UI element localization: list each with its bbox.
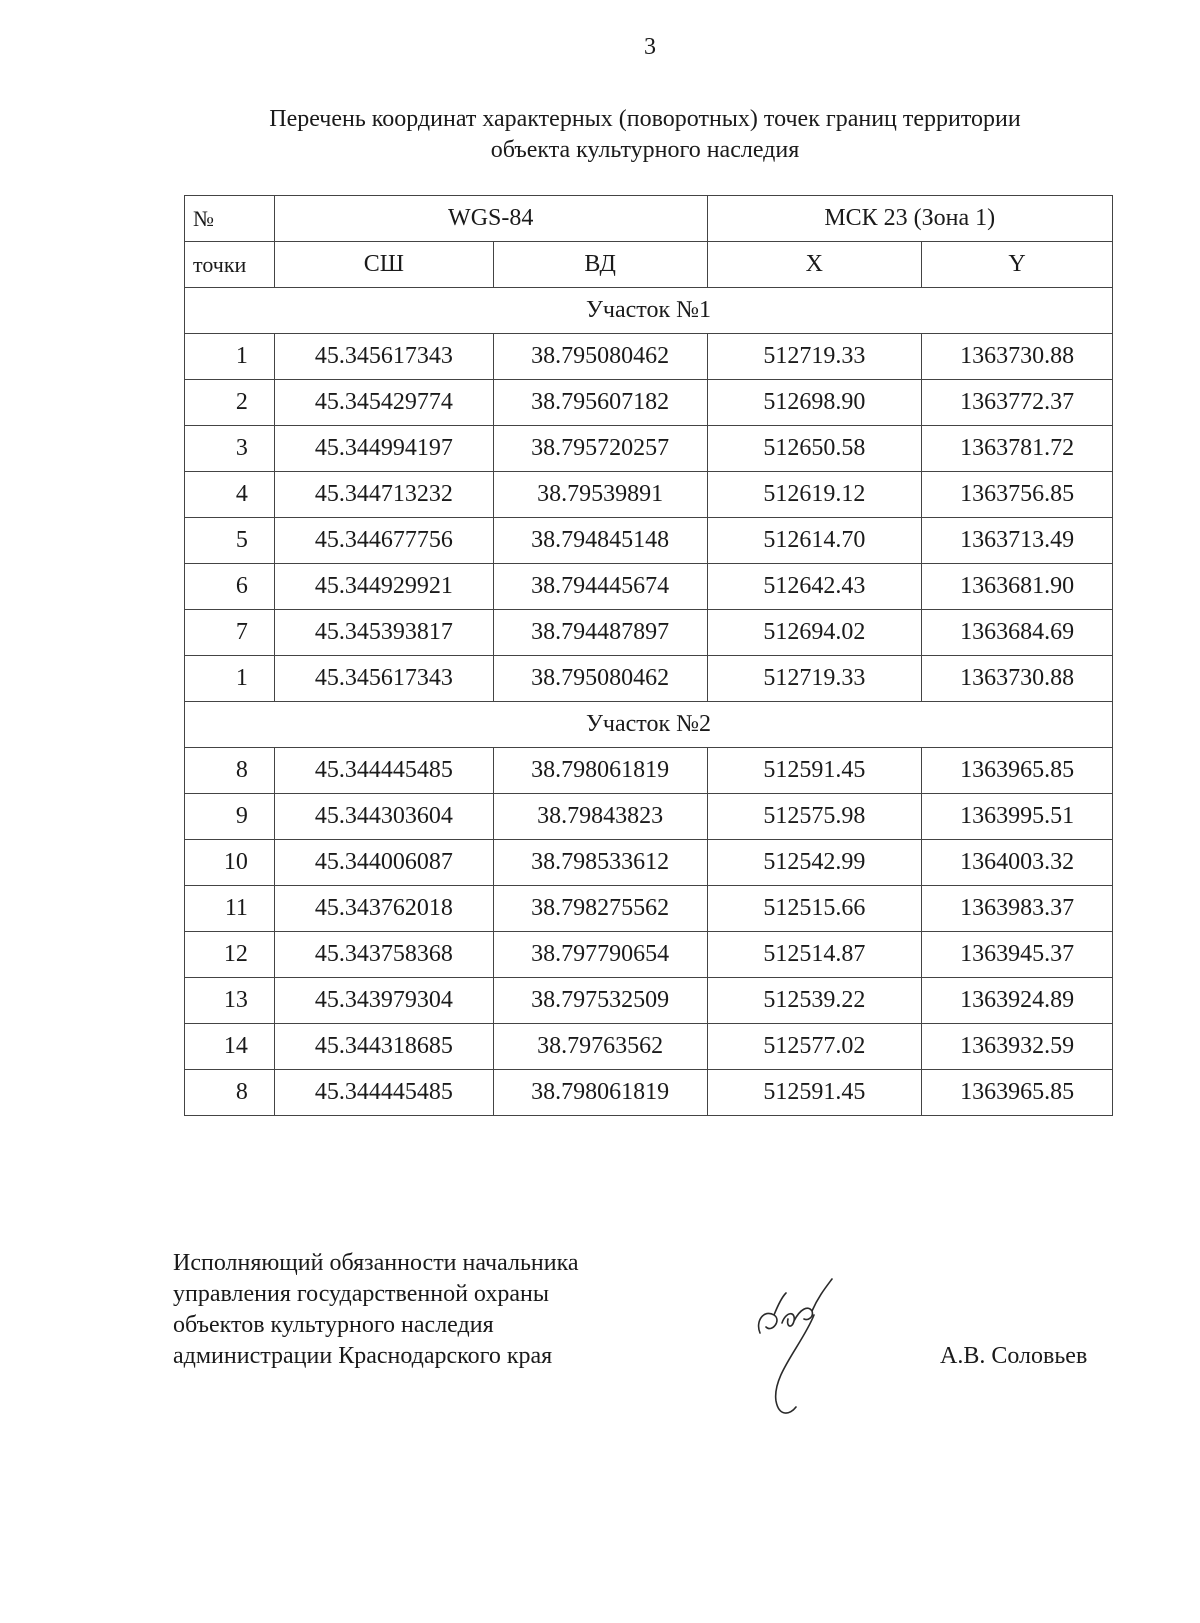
y-coordinate-cell: 1363924.89 [922,978,1113,1024]
table-row [185,380,1113,426]
table-row [185,610,1113,656]
point-number: 6 [185,564,275,610]
table-row [185,932,1113,978]
table-row [185,794,1113,840]
latitude-cell: 45.344929921 [274,564,493,610]
y-coordinate-cell: 1363756.85 [922,472,1113,518]
y-coordinate-cell: 1363730.88 [922,334,1113,380]
table-row [185,748,1113,794]
table-row [185,334,1113,380]
header-y: Y [922,242,1113,288]
point-number: 1 [185,656,275,702]
longitude-cell: 38.797790654 [493,932,707,978]
y-coordinate-cell: 1363983.37 [922,886,1113,932]
table-row [185,886,1113,932]
longitude-cell: 38.794845148 [493,518,707,564]
title-line-1: Перечень координат характерных (поворотных) точек границ территории [269,106,1021,132]
point-number: 4 [185,472,275,518]
latitude-cell: 45.344303604 [274,794,493,840]
point-number: 10 [185,840,275,886]
page-number: 3 [644,34,656,60]
table-row [185,1070,1113,1116]
longitude-cell: 38.794445674 [493,564,707,610]
signer-position-line-2: управления государственной охраны [173,1281,549,1307]
longitude-cell: 38.795080462 [493,656,707,702]
y-coordinate-cell: 1363995.51 [922,794,1113,840]
signer-position-line-3: объектов культурного наследия [173,1312,494,1338]
longitude-cell: 38.795607182 [493,380,707,426]
header-row-1 [185,196,1113,242]
table-row [185,1024,1113,1070]
y-coordinate-cell: 1364003.32 [922,840,1113,886]
x-coordinate-cell: 512719.33 [707,334,922,380]
signer-name: А.В. Соловьев [940,1343,1088,1369]
table-row [185,656,1113,702]
x-coordinate-cell: 512591.45 [707,1070,922,1116]
longitude-cell: 38.798061819 [493,1070,707,1116]
header-wgs84: WGS-84 [274,196,707,242]
signer-position-line-1: Исполняющий обязанности начальника [173,1250,579,1276]
header-msk23: МСК 23 (Зона 1) [707,196,1113,242]
header-lon: ВД [493,242,707,288]
latitude-cell: 45.344713232 [274,472,493,518]
y-coordinate-cell: 1363772.37 [922,380,1113,426]
section-title: Участок №2 [185,702,1113,748]
latitude-cell: 45.343758368 [274,932,493,978]
point-number: 5 [185,518,275,564]
y-coordinate-cell: 1363965.85 [922,748,1113,794]
point-number: 2 [185,380,275,426]
latitude-cell: 45.344318685 [274,1024,493,1070]
longitude-cell: 38.795080462 [493,334,707,380]
latitude-cell: 45.344994197 [274,426,493,472]
latitude-cell: 45.345393817 [274,610,493,656]
y-coordinate-cell: 1363932.59 [922,1024,1113,1070]
header-lat: СШ [274,242,493,288]
section-title-row [185,702,1113,748]
latitude-cell: 45.343762018 [274,886,493,932]
table-row [185,840,1113,886]
signer-position-line-4: администрации Краснодарского края [173,1343,553,1369]
x-coordinate-cell: 512719.33 [707,656,922,702]
y-coordinate-cell: 1363945.37 [922,932,1113,978]
section-title: Участок №1 [185,288,1113,334]
point-number: 8 [185,748,275,794]
latitude-cell: 45.344445485 [274,1070,493,1116]
longitude-cell: 38.79539891 [493,472,707,518]
x-coordinate-cell: 512577.02 [707,1024,922,1070]
x-coordinate-cell: 512698.90 [707,380,922,426]
document-title [180,104,1110,166]
signer-position [173,1248,579,1372]
y-coordinate-cell: 1363713.49 [922,518,1113,564]
title-line-2: объекта культурного наследия [490,137,800,163]
y-coordinate-cell: 1363730.88 [922,656,1113,702]
point-number: 1 [185,334,275,380]
latitude-cell: 45.344006087 [274,840,493,886]
x-coordinate-cell: 512694.02 [707,610,922,656]
longitude-cell: 38.79843823 [493,794,707,840]
x-coordinate-cell: 512642.43 [707,564,922,610]
latitude-cell: 45.345617343 [274,656,493,702]
longitude-cell: 38.794487897 [493,610,707,656]
longitude-cell: 38.79763562 [493,1024,707,1070]
x-coordinate-cell: 512591.45 [707,748,922,794]
y-coordinate-cell: 1363781.72 [922,426,1113,472]
section-title-row [185,288,1113,334]
point-number: 7 [185,610,275,656]
x-coordinate-cell: 512515.66 [707,886,922,932]
point-number: 13 [185,978,275,1024]
table-row [185,426,1113,472]
longitude-cell: 38.798061819 [493,748,707,794]
longitude-cell: 38.798533612 [493,840,707,886]
y-coordinate-cell: 1363681.90 [922,564,1113,610]
x-coordinate-cell: 512619.12 [707,472,922,518]
x-coordinate-cell: 512614.70 [707,518,922,564]
table-row [185,472,1113,518]
table-row [185,564,1113,610]
header-point-label: точки [185,242,275,288]
table-row [185,978,1113,1024]
x-coordinate-cell: 512514.87 [707,932,922,978]
table-row [185,518,1113,564]
latitude-cell: 45.345429774 [274,380,493,426]
point-number: 12 [185,932,275,978]
x-coordinate-cell: 512542.99 [707,840,922,886]
point-number: 8 [185,1070,275,1116]
header-x: X [707,242,922,288]
y-coordinate-cell: 1363965.85 [922,1070,1113,1116]
latitude-cell: 45.344677756 [274,518,493,564]
latitude-cell: 45.344445485 [274,748,493,794]
header-row-2 [185,242,1113,288]
handwritten-signature [752,1275,862,1425]
point-number: 14 [185,1024,275,1070]
longitude-cell: 38.795720257 [493,426,707,472]
point-number: 9 [185,794,275,840]
header-num-label: № [185,196,275,242]
coordinates-table [184,195,1113,1116]
longitude-cell: 38.797532509 [493,978,707,1024]
latitude-cell: 45.343979304 [274,978,493,1024]
longitude-cell: 38.798275562 [493,886,707,932]
point-number: 11 [185,886,275,932]
latitude-cell: 45.345617343 [274,334,493,380]
x-coordinate-cell: 512575.98 [707,794,922,840]
point-number: 3 [185,426,275,472]
x-coordinate-cell: 512650.58 [707,426,922,472]
y-coordinate-cell: 1363684.69 [922,610,1113,656]
x-coordinate-cell: 512539.22 [707,978,922,1024]
